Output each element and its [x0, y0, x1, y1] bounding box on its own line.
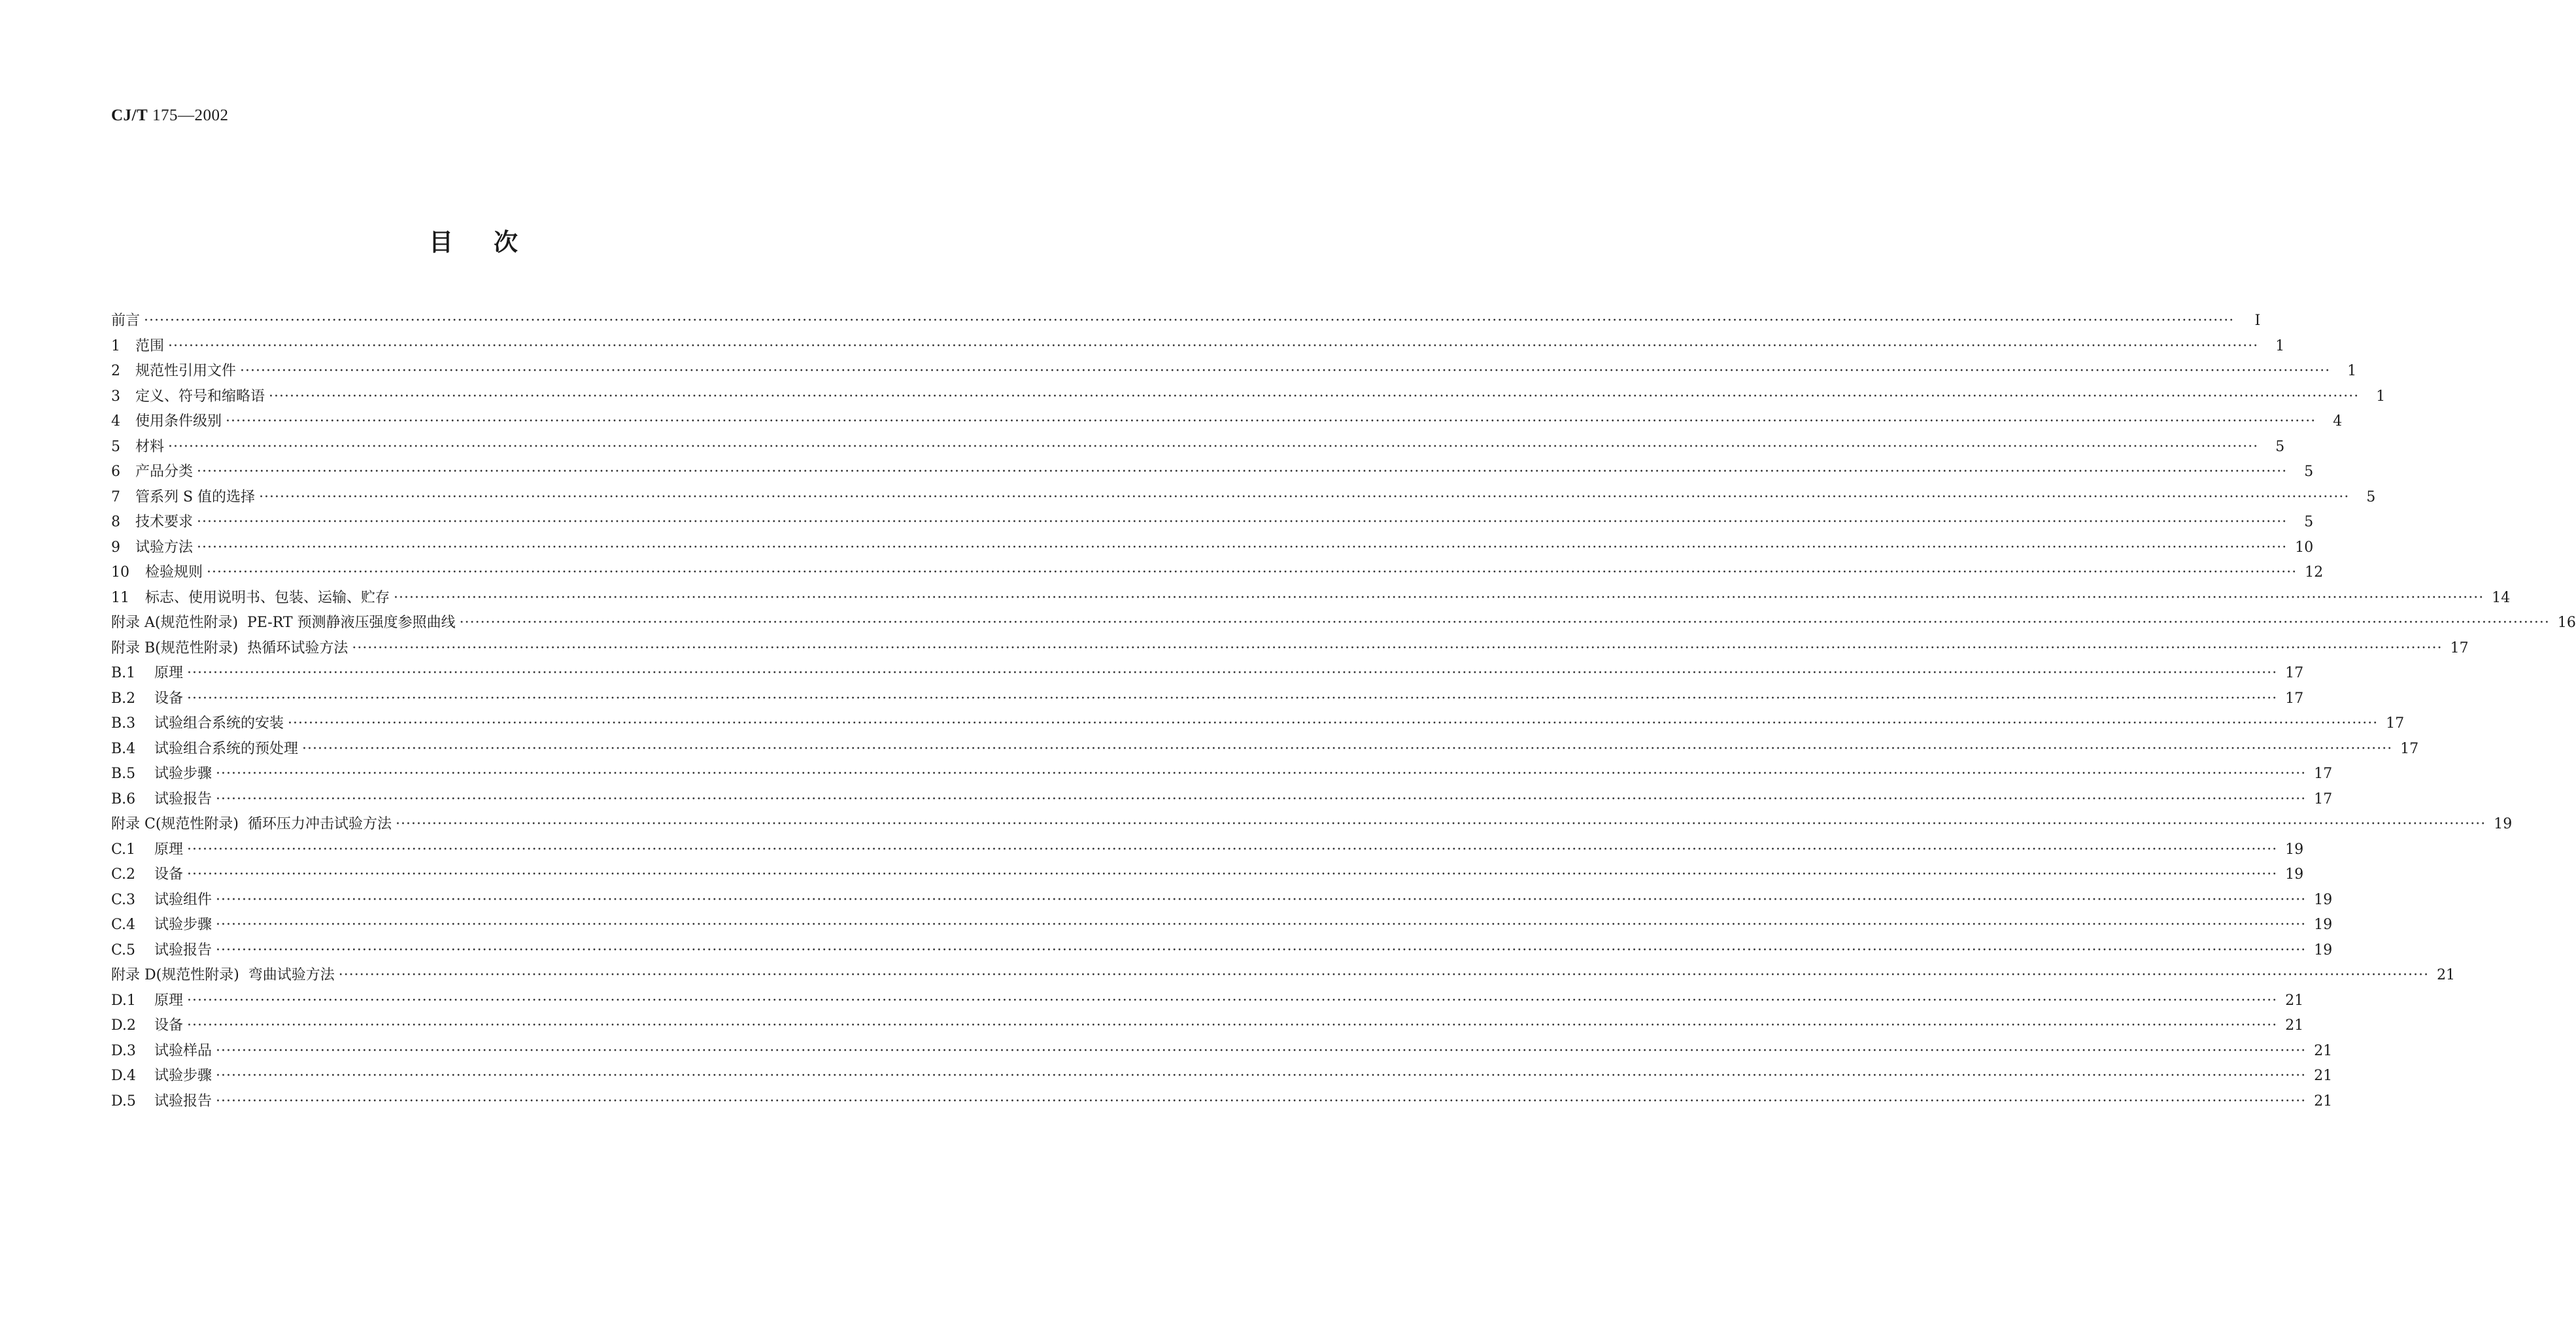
- toc-leader-dots: ················································································································································································································································································································································································································: [187, 992, 2278, 1009]
- toc-entry[interactable]: [111, 661, 2304, 686]
- toc-entry-page: 21: [2314, 1068, 2333, 1084]
- toc-entry[interactable]: [111, 888, 2333, 913]
- toc-leader-dots: ················································································································································································································································································································································································································: [216, 917, 2307, 933]
- toc-entry-number: B.4: [111, 740, 136, 757]
- toc-entry-number: B.3: [111, 715, 136, 732]
- toc-entry-page: 5: [2304, 464, 2314, 480]
- toc-entry-page: 17: [2400, 740, 2419, 757]
- toc-entry-page: 4: [2333, 413, 2343, 430]
- toc-entry-page: 14: [2492, 589, 2511, 606]
- toc-leader-dots: ················································································································································································································································································································································································································: [144, 313, 2235, 329]
- toc-entry-label: 试验步骤: [154, 1068, 212, 1084]
- toc-entry[interactable]: [111, 862, 2304, 888]
- toc-entry-label: 附录 A(规范性附录) PE-RT 预测静液压强度参照曲线: [111, 615, 456, 631]
- toc-entry[interactable]: [111, 510, 2314, 535]
- toc-entry-number: 1: [111, 337, 120, 354]
- toc-entry-page: 19: [2285, 841, 2304, 858]
- toc-entry-page: 21: [2314, 1093, 2333, 1110]
- toc-entry-number: 4: [111, 413, 120, 430]
- toc-entry-label: 试验组合系统的预处理: [154, 740, 299, 757]
- toc-entry-page: 17: [2386, 715, 2405, 732]
- toc-entry-page: 5: [2366, 488, 2376, 505]
- toc-leader-dots: ················································································································································································································································································································································································································: [226, 413, 2316, 430]
- toc-entry[interactable]: [111, 560, 2324, 586]
- toc-entry[interactable]: [111, 913, 2333, 938]
- toc-leader-dots: ················································································································································································································································································································································································································: [259, 488, 2350, 505]
- toc-entry-number: 5: [111, 438, 120, 455]
- toc-leader-dots: ················································································································································································································································································································································································································: [216, 790, 2307, 807]
- toc-leader-dots: ················································································································································································································································································································································································································: [207, 564, 2297, 581]
- toc-entry-label: 原理: [154, 665, 184, 681]
- toc-entry-page: 19: [2314, 917, 2333, 933]
- toc-entry[interactable]: [111, 1039, 2333, 1064]
- toc-entry-label: 试验样品: [154, 1042, 212, 1059]
- toc-leader-dots: ················································································································································································································································································································································································································: [338, 967, 2430, 983]
- document-code-number: 175—2002: [152, 107, 229, 124]
- toc-entry-number: 9: [111, 539, 120, 556]
- document-code-prefix: CJ/T: [111, 107, 148, 124]
- toc-entry-number: 2: [111, 363, 120, 379]
- toc-entry[interactable]: [111, 384, 2386, 410]
- toc-entry-label: 规范性引用文件: [135, 363, 237, 379]
- toc-entry[interactable]: [111, 334, 2285, 360]
- toc-leader-dots: ················································································································································································································································································································································································································: [352, 639, 2443, 656]
- toc-entry-number: D.5: [111, 1093, 136, 1110]
- toc-leader-dots: ················································································································································································································································································································································································································: [216, 1093, 2307, 1110]
- toc-entry[interactable]: [111, 963, 2456, 989]
- toc-entry-page: 21: [2285, 992, 2304, 1009]
- toc-leader-dots: ················································································································································································································································································································································································································: [197, 539, 2288, 556]
- toc-entry-number: C.1: [111, 841, 136, 858]
- toc-entry-page: 16: [2557, 615, 2576, 631]
- toc-entry-label: 使用条件级别: [135, 413, 222, 430]
- toc-entry-label: 附录 B(规范性附录) 热循环试验方法: [111, 639, 348, 656]
- toc-entry[interactable]: [111, 535, 2314, 561]
- toc-entry-page: 17: [2314, 790, 2333, 807]
- toc-entry-page: 1: [2347, 363, 2357, 379]
- toc-entry-number: B.2: [111, 690, 136, 707]
- toc-entry-number: C.5: [111, 941, 136, 958]
- toc-entry-page: 17: [2285, 690, 2304, 707]
- toc-entry[interactable]: [111, 787, 2333, 813]
- toc-entry-page: 1: [2275, 337, 2285, 354]
- toc-entry-number: 3: [111, 388, 120, 405]
- toc-entry[interactable]: [111, 309, 2261, 334]
- toc-leader-dots: ················································································································································································································································································································································································································: [187, 1017, 2278, 1034]
- toc-entry-label: 试验方法: [135, 539, 194, 556]
- toc-entry-page: 10: [2295, 539, 2314, 556]
- toc-entry[interactable]: [111, 686, 2304, 712]
- toc-entry-number: D.3: [111, 1042, 136, 1059]
- toc-entry-label: 前言: [111, 313, 141, 329]
- toc-leader-dots: ················································································································································································································································································································································································································: [395, 816, 2486, 832]
- toc-entry-page: Ⅰ: [2254, 313, 2261, 329]
- toc-entry-page: 19: [2285, 866, 2304, 883]
- toc-entry[interactable]: [111, 409, 2343, 435]
- toc-entry-page: 17: [2314, 766, 2333, 782]
- toc-entry-number: D.2: [111, 1017, 136, 1034]
- toc-leader-dots: ················································································································································································································································································································································································································: [216, 941, 2307, 958]
- toc-leader-dots: ················································································································································································································································································································································································································: [197, 514, 2288, 530]
- toc-entry[interactable]: [111, 611, 2576, 636]
- toc-entry-label: 附录 D(规范性附录) 弯曲试验方法: [111, 967, 335, 983]
- toc-entry[interactable]: [111, 1089, 2333, 1115]
- toc-entry-label: 试验步骤: [154, 917, 212, 933]
- toc-leader-dots: ················································································································································································································································································································································································································: [187, 690, 2278, 707]
- toc-entry-page: 5: [2304, 514, 2314, 530]
- toc-entry-number: 10: [111, 564, 129, 581]
- toc-entry[interactable]: [111, 636, 2469, 662]
- toc-entry-number: 6: [111, 464, 120, 480]
- toc-entry[interactable]: [111, 838, 2304, 863]
- toc-entry-number: C.4: [111, 917, 136, 933]
- toc-leader-dots: ················································································································································································································································································································································································································: [187, 866, 2278, 883]
- toc-entry-label: 原理: [154, 841, 184, 858]
- toc-entry-number: 7: [111, 488, 120, 505]
- toc-entry[interactable]: [111, 460, 2314, 485]
- toc-entry-page: 5: [2275, 438, 2285, 455]
- toc-leader-dots: ················································································································································································································································································································································································································: [288, 715, 2379, 732]
- toc-entry-label: 技术要求: [135, 514, 194, 530]
- toc-entry-label: 附录 C(规范性附录) 循环压力冲击试验方法: [111, 816, 392, 832]
- toc-entry-label: 试验组件: [154, 891, 212, 908]
- document-code: [111, 107, 228, 125]
- toc-entry-label: 范围: [135, 337, 165, 354]
- toc-entry-number: C.2: [111, 866, 136, 883]
- toc-entry-label: 材料: [135, 438, 165, 455]
- toc-entry-number: B.5: [111, 766, 136, 782]
- toc-entry-label: 试验报告: [154, 790, 212, 807]
- toc-entry[interactable]: [111, 711, 2405, 737]
- toc-entry-number: 8: [111, 514, 120, 530]
- toc-entry-label: 管系列 S 值的选择: [135, 488, 256, 505]
- toc-entry-label: 试验组合系统的安装: [154, 715, 284, 732]
- toc-leader-dots: ················································································································································································································································································································································································································: [394, 589, 2484, 606]
- toc-entry-page: 19: [2314, 891, 2333, 908]
- toc-entry-page: 21: [2437, 967, 2456, 983]
- toc-leader-dots: ················································································································································································································································································································································································································: [216, 766, 2307, 782]
- toc-entry[interactable]: [111, 938, 2333, 964]
- toc-leader-dots: ················································································································································································································································································································································································································: [216, 1042, 2307, 1059]
- toc-entry-label: 试验报告: [154, 941, 212, 958]
- toc-leader-dots: ················································································································································································································································································································································································································: [216, 891, 2307, 908]
- toc-entry[interactable]: [111, 359, 2357, 384]
- toc-entry-label: 设备: [154, 690, 184, 707]
- toc-entry-label: 设备: [154, 866, 184, 883]
- toc-entry-label: 原理: [154, 992, 184, 1009]
- toc-leader-dots: ················································································································································································································································································································································································································: [269, 388, 2360, 405]
- toc-entry-page: 17: [2285, 665, 2304, 681]
- toc-entry-label: 产品分类: [135, 464, 194, 480]
- toc-entry-number: B.6: [111, 790, 136, 807]
- toc-entry-number: D.4: [111, 1068, 136, 1084]
- toc-entry[interactable]: [111, 485, 2376, 511]
- toc-entry[interactable]: [111, 1064, 2333, 1089]
- toc-entry[interactable]: [111, 586, 2511, 611]
- toc-entry-label: 试验步骤: [154, 766, 212, 782]
- toc-entry[interactable]: [111, 762, 2333, 787]
- toc-entry-page: 1: [2376, 388, 2386, 405]
- toc-entry-page: 12: [2305, 564, 2324, 581]
- toc-entry[interactable]: [111, 435, 2285, 460]
- toc-entry-number: D.1: [111, 992, 136, 1009]
- toc-entry-page: 21: [2314, 1042, 2333, 1059]
- toc-leader-dots: ················································································································································································································································································································································································································: [168, 438, 2259, 455]
- toc-title: 目次: [429, 228, 558, 256]
- toc-entry[interactable]: [111, 1013, 2304, 1039]
- toc-entry[interactable]: [111, 989, 2304, 1014]
- toc-leader-dots: ················································································································································································································································································································································································································: [240, 363, 2331, 379]
- toc-leader-dots: ················································································································································································································································································································································································································: [302, 740, 2393, 757]
- toc-entry-page: 21: [2285, 1017, 2304, 1034]
- table-of-contents: [111, 309, 2576, 1114]
- toc-entry-label: 设备: [154, 1017, 184, 1034]
- toc-entry-label: 标志、使用说明书、包装、运输、贮存: [145, 589, 390, 606]
- toc-entry-page: 19: [2314, 941, 2333, 958]
- toc-entry-page: 17: [2450, 639, 2469, 656]
- toc-entry-label: 试验报告: [154, 1093, 212, 1110]
- toc-entry-label: 定义、符号和缩略语: [135, 388, 265, 405]
- toc-entry-number: 11: [111, 589, 129, 606]
- toc-leader-dots: ················································································································································································································································································································································································································: [187, 665, 2278, 681]
- toc-entry-number: C.3: [111, 891, 136, 908]
- toc-leader-dots: ················································································································································································································································································································································································································: [459, 615, 2550, 631]
- toc-leader-dots: ················································································································································································································································································································································································································: [187, 841, 2278, 858]
- toc-entry[interactable]: [111, 737, 2419, 762]
- toc-leader-dots: ················································································································································································································································································································································································································: [216, 1068, 2307, 1084]
- toc-leader-dots: ················································································································································································································································································································································································································: [168, 337, 2259, 354]
- toc-entry-page: 19: [2494, 816, 2513, 832]
- toc-leader-dots: ················································································································································································································································································································································································································: [197, 464, 2288, 480]
- toc-entry-label: 检验规则: [145, 564, 203, 581]
- toc-entry-number: B.1: [111, 665, 136, 681]
- toc-entry[interactable]: [111, 812, 2513, 838]
